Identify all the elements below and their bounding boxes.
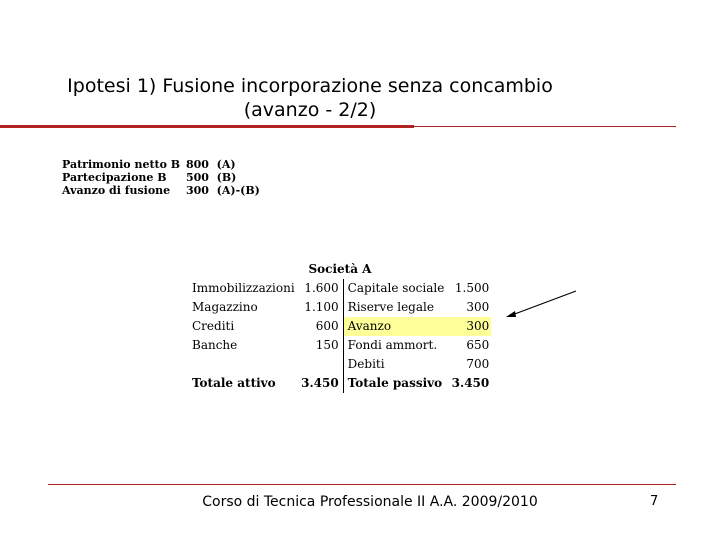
title-line-2: (avanzo - 2/2) [243,99,377,121]
asset-value: 150 [297,336,344,355]
asset-value: 600 [297,317,344,336]
calc-label: Partecipazione B [62,171,167,184]
table-row [190,298,491,317]
liability-value: 300 [450,317,492,336]
calc-label: Avanzo di fusione [62,184,171,197]
title-divider-thin [414,126,676,127]
merger-calculation [62,158,260,197]
page-number: 7 [650,494,659,509]
balance-sheet-title: Società A [308,262,372,276]
title-line-1: Ipotesi 1) Fusione incorporazione senza concambio [67,75,553,97]
footer-divider [48,484,676,485]
liability-name: Avanzo [343,317,450,336]
asset-name: Immobilizzazioni [192,281,295,295]
total-assets-label: Totale attivo [192,376,276,390]
liability-value: 700 [466,357,490,371]
asset-value: 1.600 [297,279,344,298]
title-divider [0,125,676,128]
title-divider-thick [0,125,414,128]
asset-name: Banche [192,338,238,352]
asset-value [297,355,344,374]
footer-text: Corso di Tecnica Professionale II A.A. 2009/2010 [202,494,538,510]
total-liabilities-value: 3.450 [451,376,490,390]
asset-name [190,355,297,374]
liability-value: 650 [466,338,490,352]
total-assets-value: 3.450 [297,374,344,393]
asset-name: Crediti [192,319,235,333]
arrow-icon [500,286,580,326]
table-row [190,279,491,298]
balance-sheet-table [190,279,491,393]
slide-title [40,74,580,122]
liability-name: Debiti [347,357,385,371]
table-row-highlighted [190,317,491,336]
liability-name: Riserve legale [347,300,434,314]
table-row [190,355,491,374]
liability-name: Fondi ammort. [347,338,438,352]
liability-value: 1.500 [454,281,490,295]
liability-name: Capitale sociale [347,281,445,295]
total-liabilities-label: Totale passivo [347,376,443,390]
calc-value: 500 (B) [186,171,237,184]
calc-row [62,158,260,171]
calc-row [62,184,260,197]
table-row [190,336,491,355]
liability-value: 300 [466,300,490,314]
total-row [190,374,491,393]
asset-name: Magazzino [192,300,258,314]
calc-row [62,171,260,184]
asset-value: 1.100 [297,298,344,317]
calc-label: Patrimonio netto B [62,158,181,171]
calc-value: 800 (A) [186,158,236,171]
calc-value: 300 (A)-(B) [186,184,260,197]
